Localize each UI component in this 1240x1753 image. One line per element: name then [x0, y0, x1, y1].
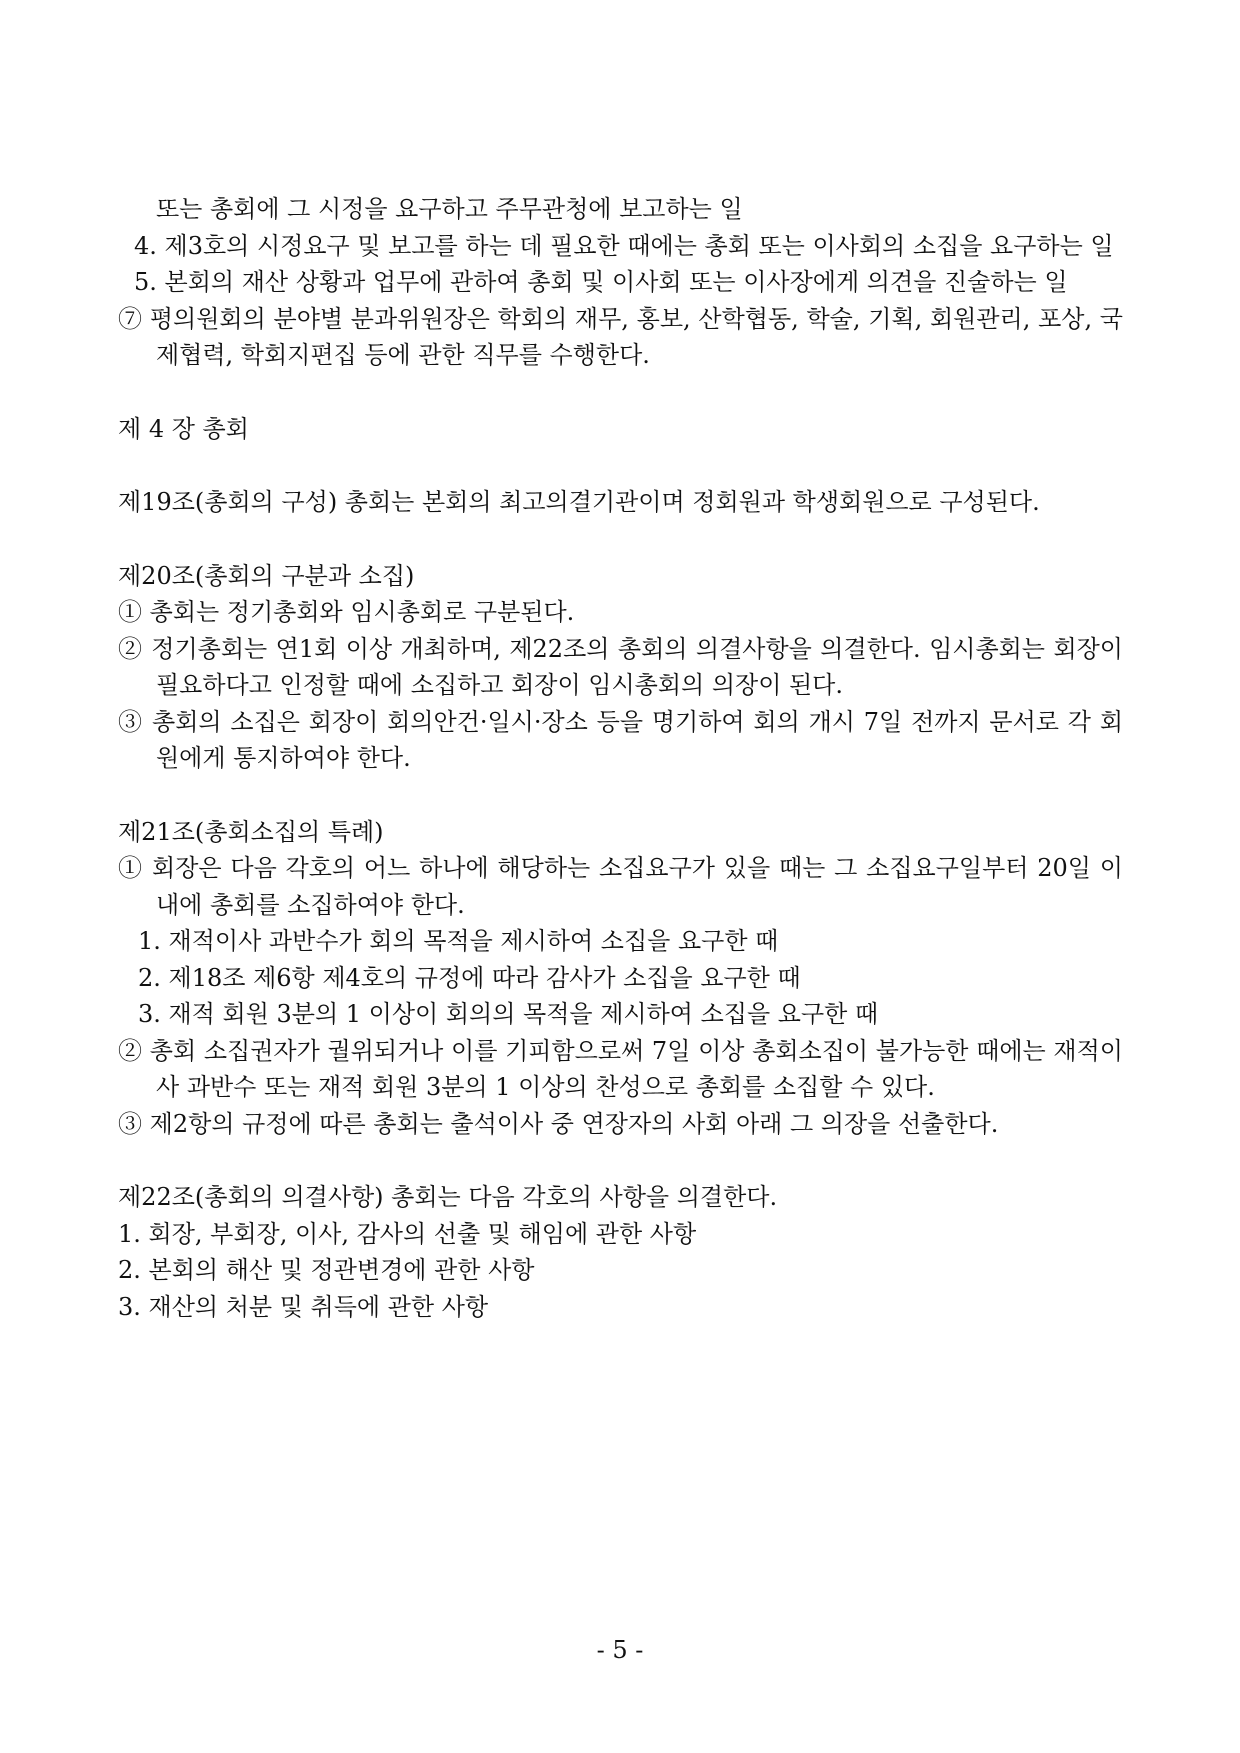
article-22-item-3: 3. 재산의 처분 및 취득에 관한 사항: [118, 1292, 489, 1321]
article-22-item-1: 1. 회장, 부회장, 이사, 감사의 선출 및 해임에 관한 사항: [118, 1219, 697, 1248]
article-21-clause-1: ① 회장은 다음 각호의 어느 하나에 해당하는 소집요구가 있을 때는 그 소집요구일부터 20일 이내에 총회를 소집하여야 한다.: [118, 854, 1123, 919]
article-20-clause-3: ③ 총회의 소집은 회장이 회의안건·일시·장소 등을 명기하여 회의 개시 7일 전까지 문서로 각 회원에게 통지하여야 한다.: [118, 707, 1123, 772]
article-21-item-1: 1. 재적이사 과반수가 회의 목적을 제시하여 소집을 요구한 때: [138, 927, 779, 955]
article-21-clause-3: ③ 제2항의 규정에 따른 총회는 출석이사 중 연장자의 사회 아래 그 의장을 선출한다.: [118, 1109, 999, 1138]
article-20-clause-2: ② 정기총회는 연1회 이상 개최하며, 제22조의 총회의 의결사항을 의결한다. 임시총회는 회장이 필요하다고 인정할 때에 소집하고 회장이 임시총회의 의장이 된다.: [118, 634, 1123, 699]
document-body: [118, 191, 1123, 1325]
article-21-title: 제21조(총회소집의 특례): [118, 817, 384, 846]
article-20-clause-1: ① 총회는 정기총회와 임시총회로 구분된다.: [118, 598, 575, 626]
article-19: 제19조(총회의 구성) 총회는 본회의 최고의결기관이며 정회원과 학생회원으로 구성된다.: [118, 488, 1040, 516]
article-22-item-2: 2. 본회의 해산 및 정관변경에 관한 사항: [118, 1256, 535, 1284]
article-20-title: 제20조(총회의 구분과 소집): [118, 561, 415, 590]
line-continuation: 또는 총회에 그 시정을 요구하고 주무관청에 보고하는 일: [156, 195, 743, 223]
chapter-heading: 제 4 장 총회: [118, 414, 249, 443]
article-21-item-2: 2. 제18조 제6항 제4호의 규정에 따라 감사가 소집을 요구한 때: [138, 963, 801, 992]
article-21-clause-2: ② 총회 소집권자가 궐위되거나 이를 기피함으로써 7일 이상 총회소집이 불가능한 때에는 재적이사 과반수 또는 재적 회원 3분의 1 이상의 찬성으로 총회를 소집할 수 있다.: [118, 1036, 1123, 1101]
page-number: - 5 -: [596, 1636, 644, 1664]
paragraph-7: ⑦ 평의원회의 분야별 분과위원장은 학회의 재무, 홍보, 산학협동, 학술, 기획, 회원관리, 포상, 국제협력, 학회지편집 등에 관한 직무를 수행한다.: [118, 304, 1123, 369]
item-4: 4. 제3호의 시정요구 및 보고를 하는 데 필요한 때에는 총회 또는 이사회의 소집을 요구하는 일: [134, 231, 1114, 260]
article-21-item-3: 3. 재적 회원 3분의 1 이상이 회의의 목적을 제시하여 소집을 요구한 때: [138, 1000, 879, 1028]
item-5: 5. 본회의 재산 상황과 업무에 관하여 총회 및 이사회 또는 이사장에게 의견을 진술하는 일: [134, 268, 1068, 296]
article-22-title: 제22조(총회의 의결사항) 총회는 다음 각호의 사항을 의결한다.: [118, 1183, 778, 1211]
